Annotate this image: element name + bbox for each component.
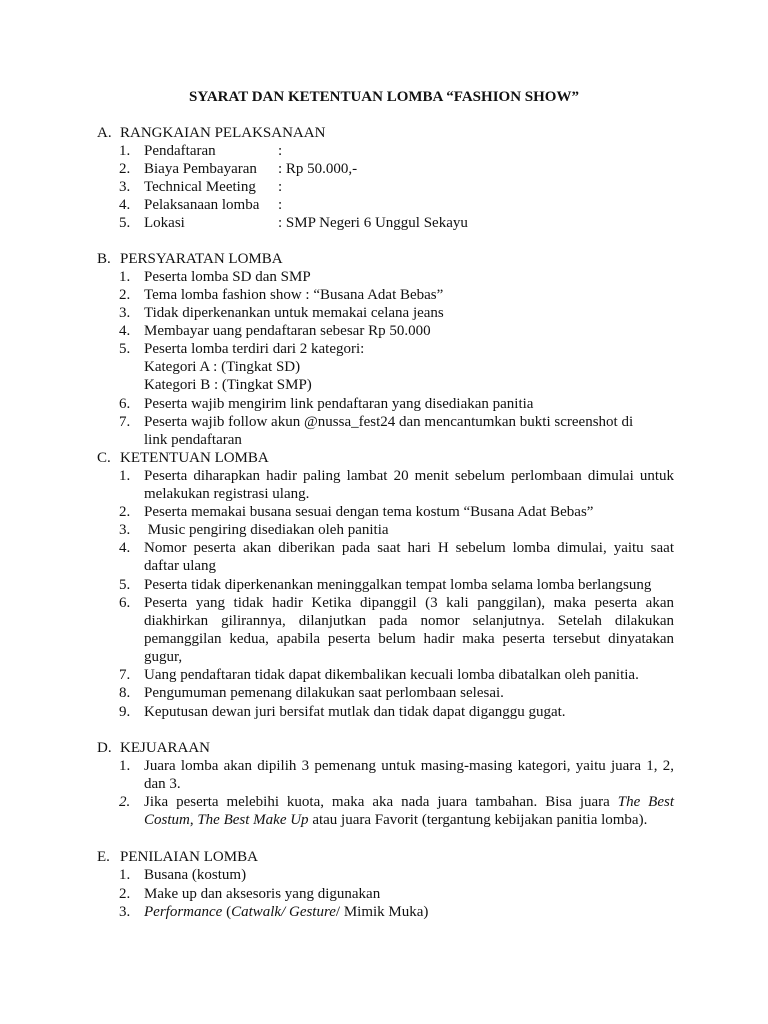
list-item: Membayar uang pendaftaran sebesar Rp 50.000 bbox=[144, 323, 431, 339]
list-number: 1. bbox=[119, 143, 131, 159]
list-number: 4. bbox=[119, 323, 131, 339]
schedule-value: : bbox=[278, 179, 283, 195]
schedule-label: Biaya Pembayaran bbox=[144, 161, 257, 177]
schedule-value: : bbox=[278, 197, 283, 213]
list-number: 2. bbox=[119, 161, 131, 177]
list-number: 7. bbox=[119, 667, 131, 683]
list-number: 4. bbox=[119, 540, 131, 556]
list-item-line: Juara lomba akan dipilih 3 pemenang untuk masing-masing kategori, yaitu juara 1, 2, bbox=[144, 758, 674, 774]
schedule-label: Technical Meeting bbox=[144, 179, 256, 195]
section-d-heading: KEJUARAAN bbox=[120, 740, 210, 756]
schedule-label: Lokasi bbox=[144, 215, 185, 231]
list-number: 3. bbox=[119, 305, 131, 321]
list-number: 3. bbox=[119, 522, 131, 538]
schedule-label: Pelaksanaan lomba bbox=[144, 197, 260, 213]
list-number: 2. bbox=[119, 504, 131, 520]
list-item-text: atau juara Favorit (tergantung kebijakan panitia lomba). bbox=[308, 812, 648, 828]
category-line: Kategori A : (Tingkat SD) bbox=[144, 359, 301, 375]
list-item-continuation: link pendaftaran bbox=[144, 432, 242, 448]
criteria-text: / Mimik Muka) bbox=[335, 904, 429, 920]
list-item bbox=[144, 903, 428, 921]
list-number: 1. bbox=[119, 468, 131, 484]
list-item bbox=[144, 594, 674, 666]
section-b-heading: PERSYARATAN LOMBA bbox=[120, 251, 283, 267]
section-c-heading: KETENTUAN LOMBA bbox=[120, 450, 269, 466]
list-item-line: pemanggilan kedua, apabila peserta belum hadir maka peserta tersebut dinyatakan bbox=[144, 631, 674, 647]
list-number: 1. bbox=[119, 758, 131, 774]
list-item: Music pengiring disediakan oleh panitia bbox=[144, 522, 389, 538]
criteria-italic: Catwalk/ Gesture bbox=[231, 904, 336, 920]
list-item: Tema lomba fashion show : “Busana Adat Bebas” bbox=[144, 287, 444, 303]
schedule-value: : Rp 50.000,- bbox=[278, 161, 358, 177]
section-b-letter: B. bbox=[97, 251, 111, 267]
list-item bbox=[144, 467, 674, 503]
document-title: SYARAT DAN KETENTUAN LOMBA “FASHION SHOW” bbox=[189, 89, 579, 105]
list-number: 3. bbox=[119, 904, 131, 920]
list-number: 8. bbox=[119, 685, 131, 701]
list-number: 5. bbox=[119, 341, 131, 357]
separator: , bbox=[189, 812, 198, 828]
list-item: Peserta wajib mengirim link pendaftaran yang disediakan panitia bbox=[144, 396, 534, 412]
section-e-heading: PENILAIAN LOMBA bbox=[120, 849, 258, 865]
list-number: 5. bbox=[119, 215, 131, 231]
list-item: Uang pendaftaran tidak dapat dikembalikan kecuali lomba dibatalkan oleh panitia. bbox=[144, 667, 639, 683]
schedule-value: : SMP Negeri 6 Unggul Sekayu bbox=[278, 215, 468, 231]
list-item: Keputusan dewan juri bersifat mutlak dan tidak dapat diganggu gugat. bbox=[144, 704, 566, 720]
list-number: 2. bbox=[119, 886, 131, 902]
list-number: 6. bbox=[119, 396, 131, 412]
list-item: Busana (kostum) bbox=[144, 867, 247, 883]
list-item: Peserta lomba SD dan SMP bbox=[144, 269, 311, 285]
category-line: Kategori B : (Tingkat SMP) bbox=[144, 377, 312, 393]
list-item-line: dan 3. bbox=[144, 776, 181, 792]
list-item: Peserta lomba terdiri dari 2 kategori: bbox=[144, 341, 365, 357]
list-number: 2. bbox=[119, 794, 131, 810]
list-number: 9. bbox=[119, 704, 131, 720]
list-number: 1. bbox=[119, 269, 131, 285]
criteria-text: ( bbox=[222, 904, 232, 920]
award-name: The Best bbox=[617, 794, 675, 810]
list-item-line bbox=[144, 793, 674, 811]
award-name: Costum bbox=[144, 812, 190, 828]
list-item bbox=[144, 793, 674, 829]
list-item: Tidak diperkenankan untuk memakai celana jeans bbox=[144, 305, 444, 321]
list-item-line: Nomor peserta akan diberikan pada saat hari H sebelum lomba dimulai, yaitu saat bbox=[144, 540, 674, 556]
schedule-label: Pendaftaran bbox=[144, 143, 216, 159]
section-e-letter: E. bbox=[97, 849, 110, 865]
section-d-letter: D. bbox=[97, 740, 112, 756]
list-number: 4. bbox=[119, 197, 131, 213]
award-name: The Best Make Up bbox=[197, 812, 309, 828]
list-item-line: diakhirkan gilirannya, dilanjutkan pada nomor selanjutnya. Setelah dilakukan bbox=[144, 613, 674, 629]
list-item bbox=[144, 757, 674, 793]
list-item: Peserta wajib follow akun @nussa_fest24 dan mencantumkan bukti screenshot di bbox=[144, 414, 634, 430]
list-item: Peserta memakai busana sesuai dengan tema kostum “Busana Adat Bebas” bbox=[144, 504, 594, 520]
list-item-line bbox=[144, 811, 674, 829]
list-number: 6. bbox=[119, 595, 131, 611]
list-number: 7. bbox=[119, 414, 131, 430]
section-a-heading: RANGKAIAN PELAKSANAAN bbox=[120, 125, 326, 141]
criteria-italic: Performance bbox=[144, 904, 223, 920]
list-item: Peserta tidak diperkenankan meninggalkan tempat lomba selama lomba berlangsung bbox=[144, 577, 652, 593]
list-item-line: melakukan registrasi ulang. bbox=[144, 486, 310, 502]
schedule-value: : bbox=[278, 143, 283, 159]
list-item-line: daftar ulang bbox=[144, 558, 217, 574]
list-number: 5. bbox=[119, 577, 131, 593]
list-item-line: Peserta diharapkan hadir paling lambat 20 menit sebelum perlombaan dimulai untuk bbox=[144, 468, 674, 484]
list-item bbox=[144, 539, 674, 575]
list-item-line: gugur, bbox=[144, 649, 183, 665]
list-number: 3. bbox=[119, 179, 131, 195]
section-c-letter: C. bbox=[97, 450, 111, 466]
list-number: 1. bbox=[119, 867, 131, 883]
section-a-letter: A. bbox=[97, 125, 112, 141]
list-item-text: Jika peserta melebihi kuota, maka aka nada juara tambahan. Bisa juara bbox=[144, 794, 610, 810]
list-item-line: Peserta yang tidak hadir Ketika dipanggil (3 kali panggilan), maka peserta akan bbox=[144, 595, 674, 611]
list-item: Make up dan aksesoris yang digunakan bbox=[144, 886, 381, 902]
list-number: 2. bbox=[119, 287, 131, 303]
list-item: Pengumuman pemenang dilakukan saat perlombaan selesai. bbox=[144, 685, 504, 701]
